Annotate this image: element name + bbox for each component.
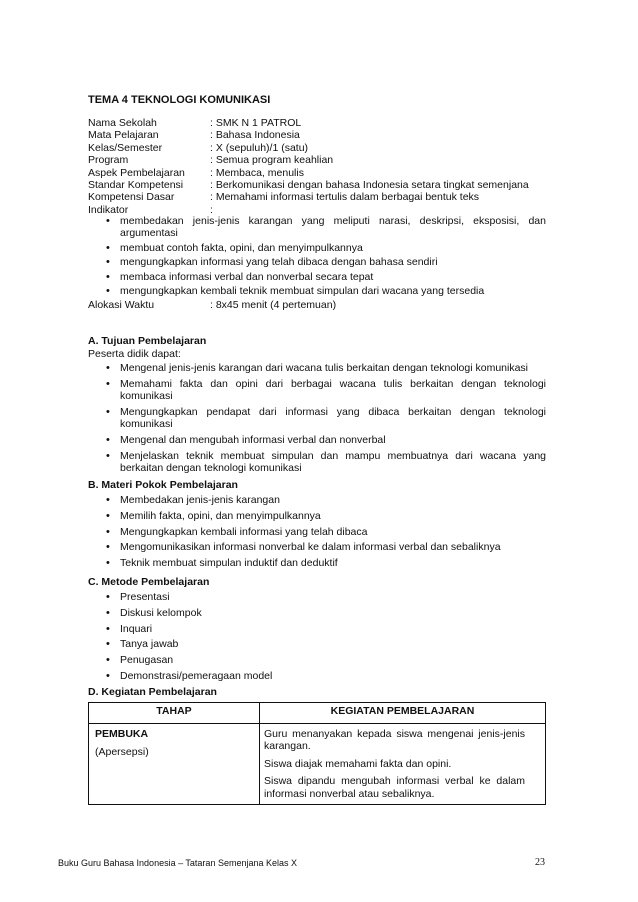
table-header-row <box>89 703 546 724</box>
identity-row <box>88 142 529 154</box>
list-item: • Membedakan jenis-jenis karangan <box>120 494 546 506</box>
header-tahap: TAHAP <box>89 703 260 724</box>
indicator-list <box>120 215 546 299</box>
list-item: • Mengomunikasikan informasi nonverbal ke dalam informasi verbal dan sebaliknya <box>120 541 546 553</box>
identity-label: Aspek Pembelajaran <box>88 166 185 179</box>
list-item: • Mengenal dan mengubah informasi verbal dan nonverbal <box>120 434 546 446</box>
identity-value: : Memahami informasi tertulis dalam berbagai bentuk teks <box>210 191 480 204</box>
list-item: • Inquari <box>120 623 546 635</box>
table-row <box>89 724 546 805</box>
list-item: • Diskusi kelompok <box>120 607 546 619</box>
alokasi-value: : 8x45 menit (4 pertemuan) <box>210 299 337 311</box>
identity-value: : Semua program keahlian <box>210 154 334 167</box>
list-item: • Mengenal jenis-jenis karangan dari wacana tulis berkaitan dengan teknologi komunikasi <box>120 362 546 374</box>
kegiatan-cell <box>260 724 546 805</box>
list-item: • Memilih fakta, opini, dan menyimpulkannya <box>120 510 546 522</box>
identity-label: Standar Kompetensi <box>88 179 184 192</box>
list-item: • Penugasan <box>120 654 546 666</box>
identity-value: : SMK N 1 PATROL <box>210 117 302 129</box>
list-item: • Teknik membuat simpulan induktif dan deduktif <box>120 557 546 569</box>
identity-label: Kelas/Semester <box>88 141 163 154</box>
section-a-heading: A. Tujuan Pembelajaran <box>88 335 207 347</box>
tahap-name: PEMBUKA <box>95 728 149 740</box>
list-item: • membuat contoh fakta, opini, dan menyimpulkannya <box>120 242 546 254</box>
section-c-heading: C. Metode Pembelajaran <box>88 576 210 588</box>
list-item: • Tanya jawab <box>120 638 546 650</box>
identity-label: Program <box>88 154 129 167</box>
list-item: • Demonstrasi/pemeragaan model <box>120 670 546 682</box>
list-item: • Presentasi <box>120 591 546 603</box>
list-item: • membaca informasi verbal dan nonverbal secara tepat <box>120 271 546 283</box>
kegiatan-text: Siswa diajak memahami fakta dan opini. <box>264 757 452 770</box>
identity-label: Mata Pelajaran <box>88 129 159 142</box>
identity-label: Indikator <box>88 203 129 216</box>
list-item: • mengungkapkan kembali teknik membuat simpulan dari wacana yang tersedia <box>120 285 546 297</box>
identity-value: : <box>210 203 213 216</box>
alokasi-row <box>88 299 548 311</box>
identity-label: Nama Sekolah <box>88 117 157 129</box>
kegiatan-table <box>88 702 546 805</box>
list-item: • Mengungkapkan pendapat dari informasi yang dibaca berkaitan dengan teknologi komunikasi <box>120 406 546 431</box>
footer-book-title: Buku Guru Bahasa Indonesia – Tataran Semenjana Kelas X <box>58 858 297 868</box>
list-item: • Mengungkapkan kembali informasi yang telah dibaca <box>120 526 546 538</box>
list-item: • mengungkapkan informasi yang telah dibaca dengan bahasa sendiri <box>120 256 546 268</box>
identity-value: : Membaca, menulis <box>210 166 304 179</box>
page-number: 23 <box>535 857 545 868</box>
header-kegiatan: KEGIATAN PEMBELAJARAN <box>260 703 546 724</box>
section-c-list <box>120 591 546 686</box>
identity-row <box>88 167 529 179</box>
section-d-heading: D. Kegiatan Pembelajaran <box>88 686 217 698</box>
section-b-list <box>120 494 546 573</box>
identity-row <box>88 179 529 191</box>
alokasi-label: Alokasi Waktu <box>88 299 155 311</box>
page-title: TEMA 4 TEKNOLOGI KOMUNIKASI <box>88 94 271 106</box>
identity-row <box>88 129 529 141</box>
list-item: • membedakan jenis-jenis karangan yang meliputi narasi, deskripsi, eksposisi, dan argumentasi <box>120 215 546 240</box>
section-a-intro: Peserta didik dapat: <box>88 348 181 360</box>
identity-row <box>88 191 529 203</box>
tahap-sub: (Apersepsi) <box>95 746 149 758</box>
kegiatan-text: Guru menanyakan kepada siswa mengenai jenis-jenis karangan. <box>264 728 525 753</box>
identity-value: : Berkomunikasi dengan bahasa Indonesia setara tingkat semenjana <box>210 179 529 192</box>
tahap-cell <box>89 724 260 805</box>
section-b-heading: B. Materi Pokok Pembelajaran <box>88 479 238 491</box>
identity-value: : X (sepuluh)/1 (satu) <box>210 141 309 154</box>
identity-row <box>88 154 529 166</box>
section-a-list <box>120 362 546 478</box>
list-item: • Menjelaskan teknik membuat simpulan dan mampu membuatnya dari wacana yang berkaitan dengan teknologi komunikasi <box>120 450 546 475</box>
identity-value: : Bahasa Indonesia <box>210 129 300 142</box>
identity-label: Kompetensi Dasar <box>88 191 175 204</box>
identity-row <box>88 117 529 129</box>
kegiatan-text: Siswa dipandu mengubah informasi verbal ke dalam informasi nonverbal atau sebaliknya. <box>264 775 525 800</box>
identity-block <box>88 117 529 216</box>
list-item: • Memahami fakta dan opini dari berbagai wacana tulis berkaitan dengan teknologi komunikasi <box>120 378 546 403</box>
